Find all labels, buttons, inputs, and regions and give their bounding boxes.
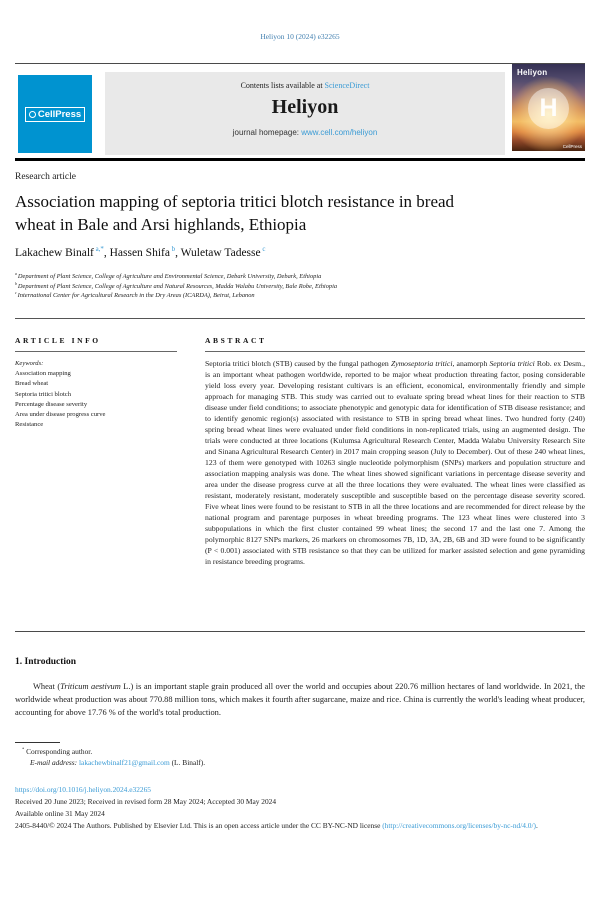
keywords-label: Keywords: [15, 360, 44, 367]
homepage-prefix: journal homepage: [232, 128, 302, 137]
text-run: , Hassen Shifa [103, 247, 170, 259]
keyword-item: Septoria tritici blotch [15, 390, 72, 398]
abstract-end-rule [15, 631, 585, 632]
article-info-rule [15, 351, 177, 352]
text-run: Triticum aestivum [60, 682, 121, 691]
text-run: Department of Plant Science, College of Agriculture and Natural Resources, Madda Walabu University, Bale Robe, Ethiopia [17, 282, 338, 290]
text-run: Septoria tritici blotch (STB) caused by the fungal pathogen [205, 359, 391, 368]
article-type-label: Research article [15, 172, 76, 182]
abstract-text [205, 358, 585, 567]
text-run: Lakachew Binalf [15, 247, 94, 259]
affiliation-a [15, 272, 585, 282]
doi-link[interactable]: https://doi.org/10.1016/j.heliyon.2024.e32265 [15, 785, 151, 794]
affiliations [15, 272, 585, 301]
text-run: Rob. ex Desm., is an important wheat pathogen worldwide, reported to be major wheat production threating factor, posing considerable yield loss every year. Developing resistant cultivars is an efficient, economical, environmentally friendly and simple approach for managing STB. This study was carried out to evaluate spring bread wheat lines for their reaction to STB disease under field conditions; to associate phenotypic and genotypic data for identification of STB disease resistance; and to identify genomic region(s) associated with resistance to STB in spring bread wheat lines. Two hundred forty (240) spring bread wheat lines were evaluated under field conditions in non-replicated trials, using an augmented design. The trials were conducted at three locations (Kulumsa Agricultural Research Center, Madda Walabu University Research Site and Sinana Agricultural Research Center) in 2017 main cropping season (July to December). Out of these 240 wheat lines, 123 of them were genotyped with 10263 single nucleotide polymorphism (SNPs) markers and population structure and association mapping analysis was done. The wheat lines showed significant variations in percentage disease severity and area under the disease progress curve at all the three locations they were evaluated. The wheat lines were classified as resistant, moderately resistant, moderately susceptible and susceptible based on the percentage disease severity scored. Five wheat lines were found to be resistant to STB in all the three locations and are recommended for direct release by the national program and parentage purposes in wheat breeding programs. The 123 wheat lines were clustered into 3 subpopulations in which the first cluster contained 99 wheat lines; the second 17 and the last one 7. Among the polymorphic 8127 SNPs markers, 26 markers on chromosomes 7B, 1D, 3A, 2B, 6B and 3D were found to be significantly (P < 0.001) associated with STB resistance so that they can be utilized for marker assisted selection and gene pyramiding in resistance breeding programs. [205, 359, 585, 566]
cellpress-logo [18, 75, 92, 153]
affiliation-c [15, 291, 585, 301]
footnote-rule [15, 742, 60, 743]
link[interactable]: a,* [93, 246, 104, 254]
keyword-item: Percentage disease severity [15, 400, 88, 408]
keywords-block [15, 359, 190, 431]
header-thick-rule [15, 158, 585, 161]
text-run: Corresponding author. [24, 747, 93, 756]
homepage-link[interactable]: www.cell.com/heliyon [301, 128, 378, 137]
introduction-paragraph [15, 681, 585, 719]
journal-name: Heliyon [271, 96, 339, 118]
text-run: * [22, 746, 25, 752]
homepage-line [105, 128, 505, 137]
link[interactable]: b [169, 246, 176, 254]
cellpress-logo-label: CellPress [37, 108, 82, 120]
article-metadata-block [15, 784, 585, 832]
text-run: Department of Plant Science, College of Agriculture and Environmental Science, Debark University, Debark, Ethiopia [17, 273, 322, 280]
cover-h-letter: H [539, 94, 558, 122]
text-run: , anamorph [452, 359, 490, 368]
license-line [15, 820, 585, 832]
text-run: a [15, 271, 18, 276]
article-info-heading: ARTICLE INFO [15, 336, 101, 345]
text-run: (L. Binalf). [169, 758, 206, 767]
author-list [15, 247, 265, 259]
text-run: L.) is an important staple grain produced all over the world and occupies about 220.76 million hectares of land worldwide. In 2021, the worldwide wheat production was about 770.88 million tons, which makes it fourth after sugarcane, maize and rice. China is currently the world's leading wheat producer, accounting for above 17.76 % of the world's total production. [15, 682, 585, 717]
abstract-rule [205, 351, 585, 352]
link[interactable]: (http://creativecommons.org/licenses/by-nc-nd/4.0/) [382, 820, 537, 830]
text-run: 2405-8440/© 2024 The Authors. Published by Elsevier Ltd. This is an open access article under the CC BY-NC-ND license [15, 820, 383, 830]
affiliation-b [15, 282, 585, 292]
keywords-list [15, 369, 190, 430]
cell-icon [29, 111, 36, 118]
journal-header-box [105, 72, 505, 155]
text-run: b [15, 281, 18, 286]
text-run: . [536, 820, 538, 830]
article-title-line2: wheat in Bale and Arsi highlands, Ethiopia [15, 215, 307, 235]
email-note [30, 758, 205, 767]
page-header-citation: Heliyon 10 (2024) e32265 [260, 32, 340, 41]
article-title-line1: Association mapping of septoria tritici blotch resistance in bread [15, 192, 455, 211]
text-run: International Center for Agricultural Research in the Dry Areas (ICARDA), Beirut, Lebanon [17, 292, 255, 300]
text-run: Septoria tritici [489, 359, 535, 368]
cover-h-logo [528, 88, 569, 129]
cover-journal-title: Heliyon [517, 68, 548, 77]
keyword-item: Resistance [15, 421, 44, 429]
keyword-item: Association mapping [15, 370, 71, 378]
text-run: c [15, 291, 18, 296]
text-run: Wheat ( [33, 682, 61, 691]
text-run: E-mail address: [30, 758, 79, 767]
introduction-heading: 1. Introduction [15, 657, 77, 667]
contents-prefix: Contents lists available at [240, 81, 325, 90]
contents-line [105, 81, 505, 90]
keyword-item: Area under disease progress curve [15, 411, 106, 419]
cover-brand: CellPress [562, 144, 582, 149]
available-online: Available online 31 May 2024 [15, 808, 105, 818]
text-run: Zymoseptoria tritici [390, 359, 453, 368]
abstract-heading: ABSTRACT [205, 336, 267, 345]
link[interactable]: c [260, 246, 266, 254]
sciencedirect-link[interactable]: ScienceDirect [324, 81, 370, 90]
text-run: , Wuletaw Tadesse [175, 247, 261, 259]
heliyon-cover-image [512, 64, 585, 151]
received-dates: Received 20 June 2023; Received in revised form 28 May 2024; Accepted 30 May 2024 [15, 796, 277, 806]
link[interactable]: lakachewbinalf21@gmail.com [79, 758, 170, 767]
cellpress-logo-box [25, 107, 85, 122]
affiliations-rule [15, 318, 585, 319]
keyword-item: Bread wheat [15, 380, 49, 388]
article-title [15, 190, 577, 237]
corresponding-author-note [22, 747, 92, 756]
journal-banner [15, 64, 585, 158]
